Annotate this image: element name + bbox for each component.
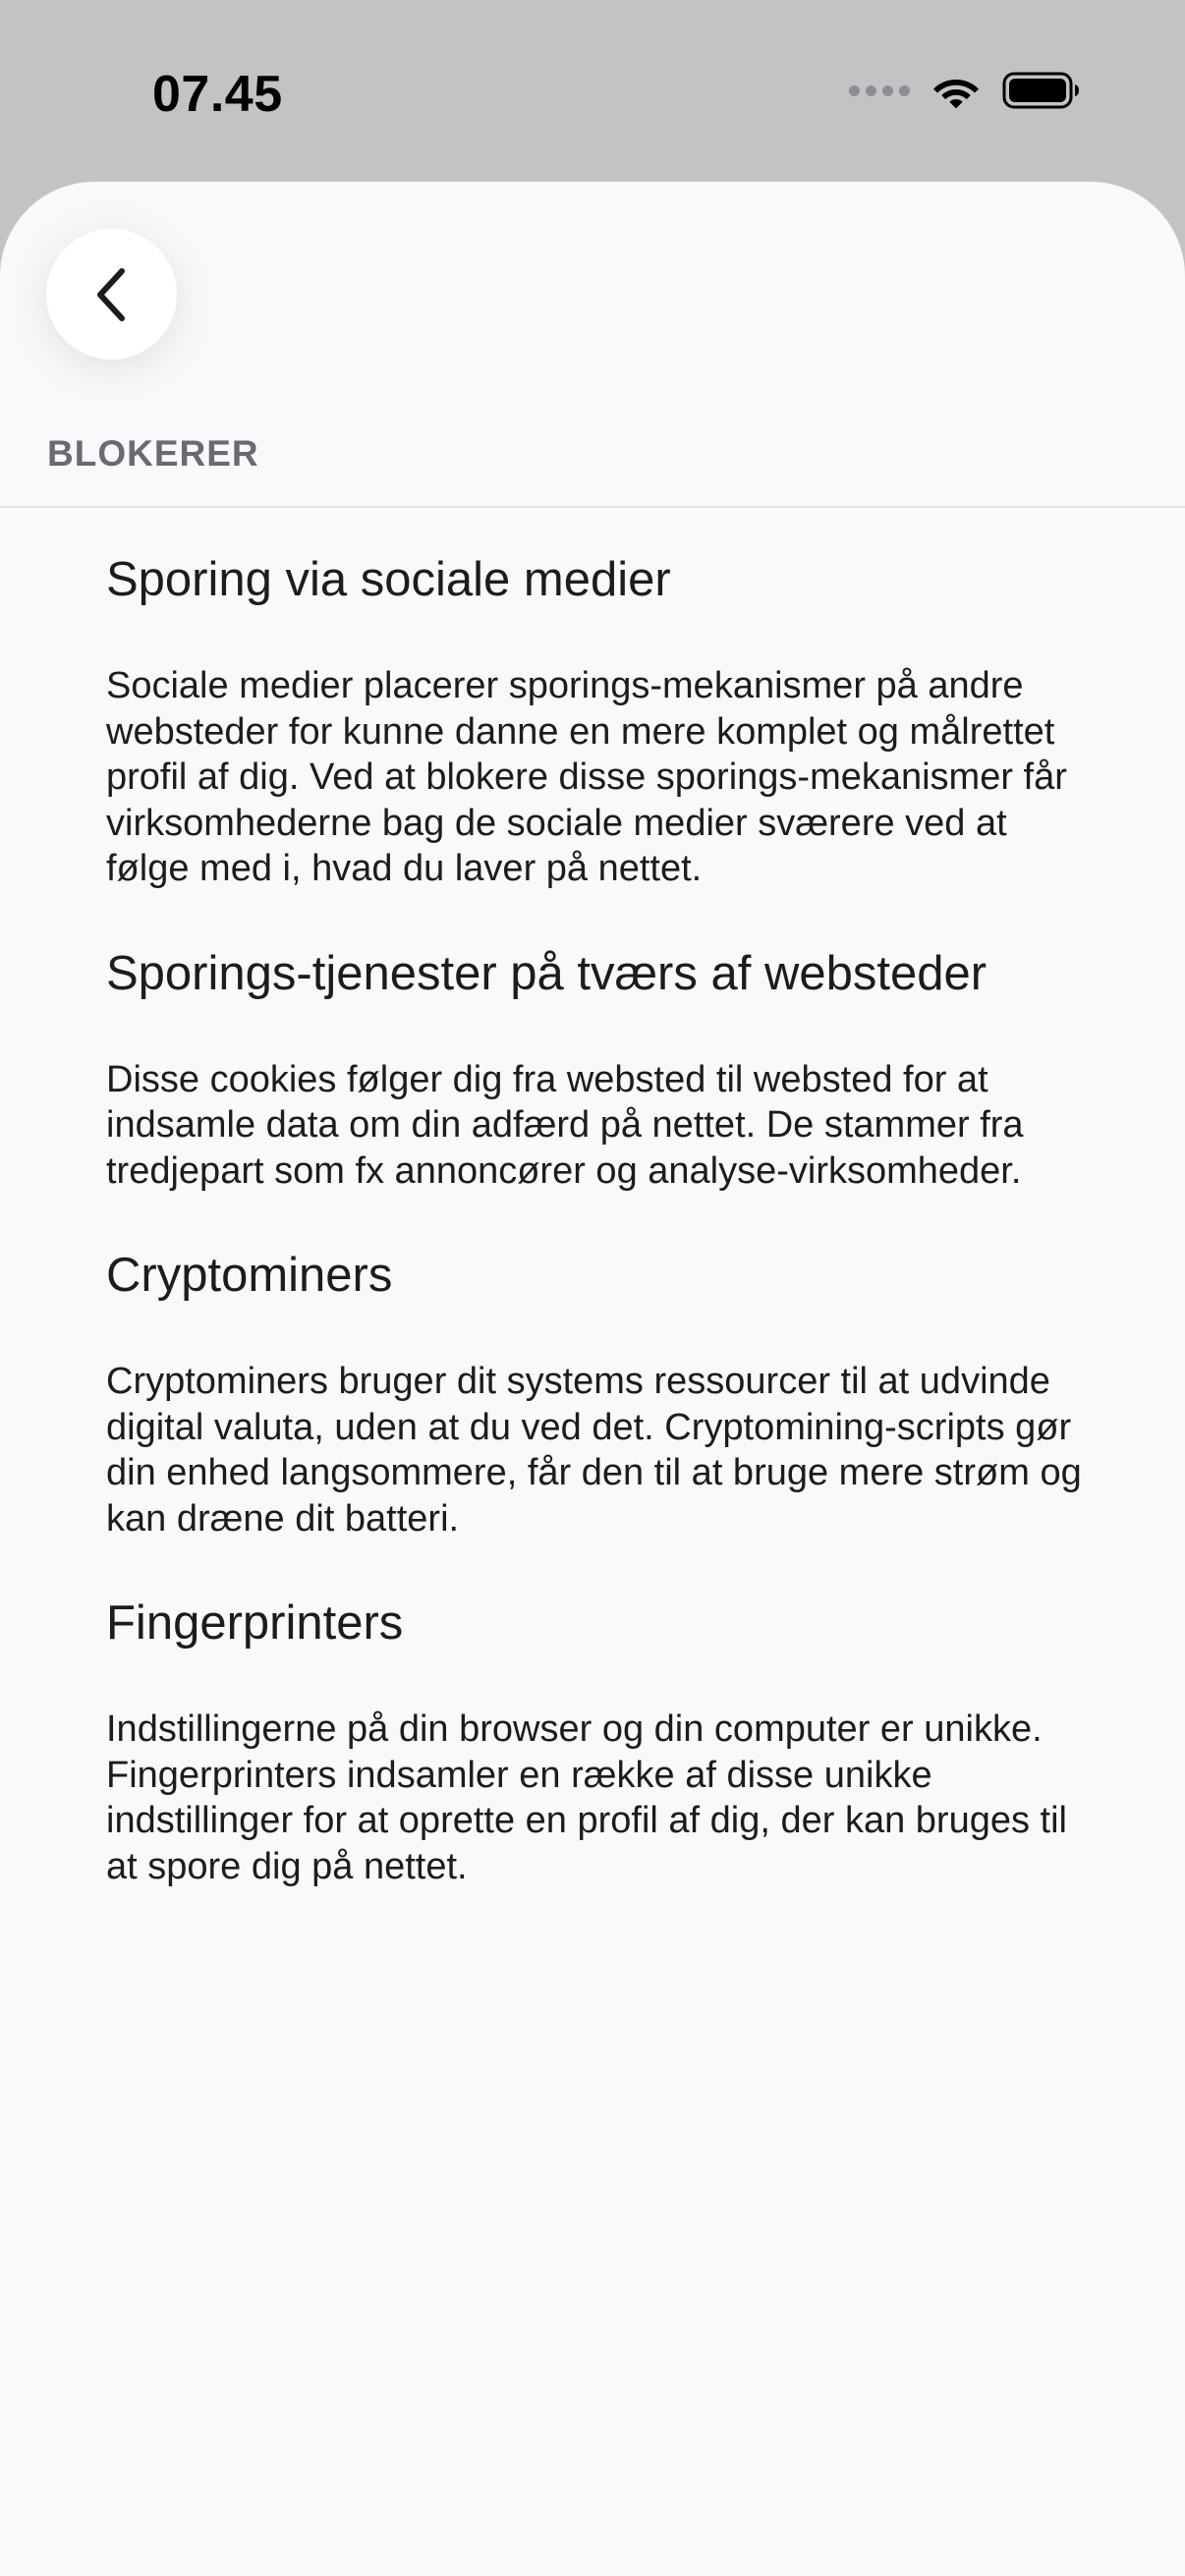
- list-item: [106, 545, 1089, 892]
- divider: [0, 506, 1185, 508]
- cellular-signal-icon: [849, 85, 910, 96]
- list-item: [106, 939, 1089, 1195]
- protection-list: [106, 545, 1089, 1936]
- battery-icon: [1002, 71, 1081, 110]
- item-description: Indstillingerne på din browser og din computer er unikke. Fingerprinters indsamler en række af disse unikke indstillinger for at oprette en profil af dig, der kan bruges til at spore dig på nettet.: [106, 1708, 1067, 1887]
- item-title: Sporings-tjenester på tværs af websteder: [106, 946, 988, 1000]
- list-item: [106, 1589, 1089, 1889]
- section-label: BLOKERER: [47, 433, 259, 474]
- status-time: 07.45: [152, 66, 283, 123]
- item-description: Sociale medier placerer sporings-mekanismer på andre websteder for kunne danne en mere komplet og målrettet profil af dig. Ved at blokere disse sporings-mekanismer får virksomhederne bag de sociale medier sværere ved at følge med i, hvad du laver på nettet.: [106, 665, 1067, 889]
- wifi-icon: [931, 72, 981, 109]
- status-bar: [0, 0, 1185, 182]
- list-item: [106, 1241, 1089, 1541]
- chevron-left-icon: [90, 265, 134, 324]
- item-title: Cryptominers: [106, 1249, 393, 1302]
- status-icons: [849, 71, 1081, 110]
- item-title: Fingerprinters: [106, 1596, 404, 1650]
- item-description: Cryptominers bruger dit systems ressourcer til at udvinde digital valuta, uden at du ved det. Cryptomining-scripts gør din enhed langsommere, får den til at bruge mere strøm og kan dræne dit batteri.: [106, 1361, 1082, 1540]
- item-description: Disse cookies følger dig fra websted til websted for at indsamle data om din adfærd på nettet. De stammer fra tredjepart som fx annoncører og analyse-virksomheder.: [106, 1058, 1024, 1192]
- back-button[interactable]: [46, 229, 177, 360]
- item-title: Sporing via sociale medier: [106, 553, 671, 606]
- content-sheet: [0, 182, 1185, 2576]
